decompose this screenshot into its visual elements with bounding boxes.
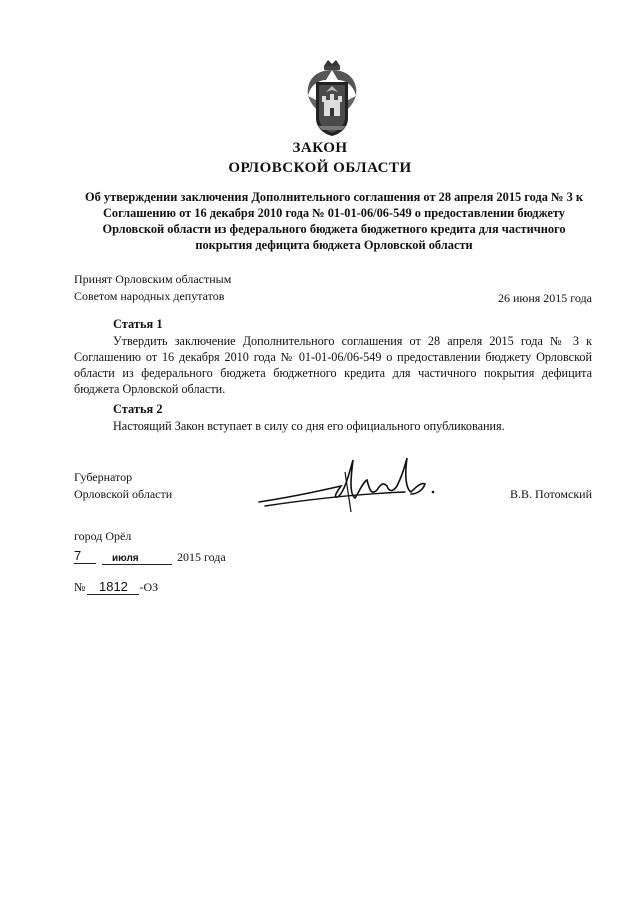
city-of-signing: город Орёл — [74, 529, 132, 543]
region-heading: ОРЛОВСКОЙ ОБЛАСТИ — [228, 160, 412, 176]
signing-month: июля — [102, 553, 172, 565]
signatory-name: В.В. Потомский — [510, 487, 592, 501]
article-2-heading: Статья 2 — [113, 402, 163, 416]
signing-date — [74, 549, 226, 569]
law-number-line — [74, 579, 158, 595]
signature-icon — [255, 452, 440, 514]
adoption-body-line1: Принят Орловским областным — [74, 272, 232, 286]
law-number: 1812 — [87, 579, 139, 595]
number-sign: № — [74, 580, 86, 594]
article-1-text: Утвердить заключение Дополнительного соглашения от 28 апреля 2015 года № 3 к Соглашению от 16 декабря 2010 года № 01-01-06/06-549 о предоставлении бюджету Орловской области из федерального бюджета бюджетного кредита для частичного покрытия дефицита бюджета Орловской области. — [74, 334, 592, 396]
document-type-heading: ЗАКОН — [292, 140, 348, 156]
signing-year: 2015 года — [177, 550, 226, 564]
coat-of-arms-icon — [302, 56, 362, 140]
signatory-title-line2: Орловской области — [74, 487, 173, 501]
signing-day: 7 — [74, 548, 96, 564]
signatory-title-line1: Губернатор — [74, 470, 133, 484]
adoption-date: 26 июня 2015 года — [497, 291, 592, 305]
adoption-body-line2: Советом народных депутатов — [74, 289, 225, 303]
article-1-heading: Статья 1 — [113, 317, 163, 331]
law-number-suffix: -ОЗ — [139, 580, 159, 594]
law-title: Об утверждении заключения Дополнительного соглашения от 28 апреля 2015 года № 3 к Соглашению от 16 декабря 2010 года № 01-01-06/06-549 о предоставлении бюджету Орловской области из федерального бюджета бюджетного кредита для частичного покрытия дефицита бюджета Орловской области — [84, 190, 584, 252]
article-2-text: Настоящий Закон вступает в силу со дня его официального опубликования. — [113, 419, 505, 433]
